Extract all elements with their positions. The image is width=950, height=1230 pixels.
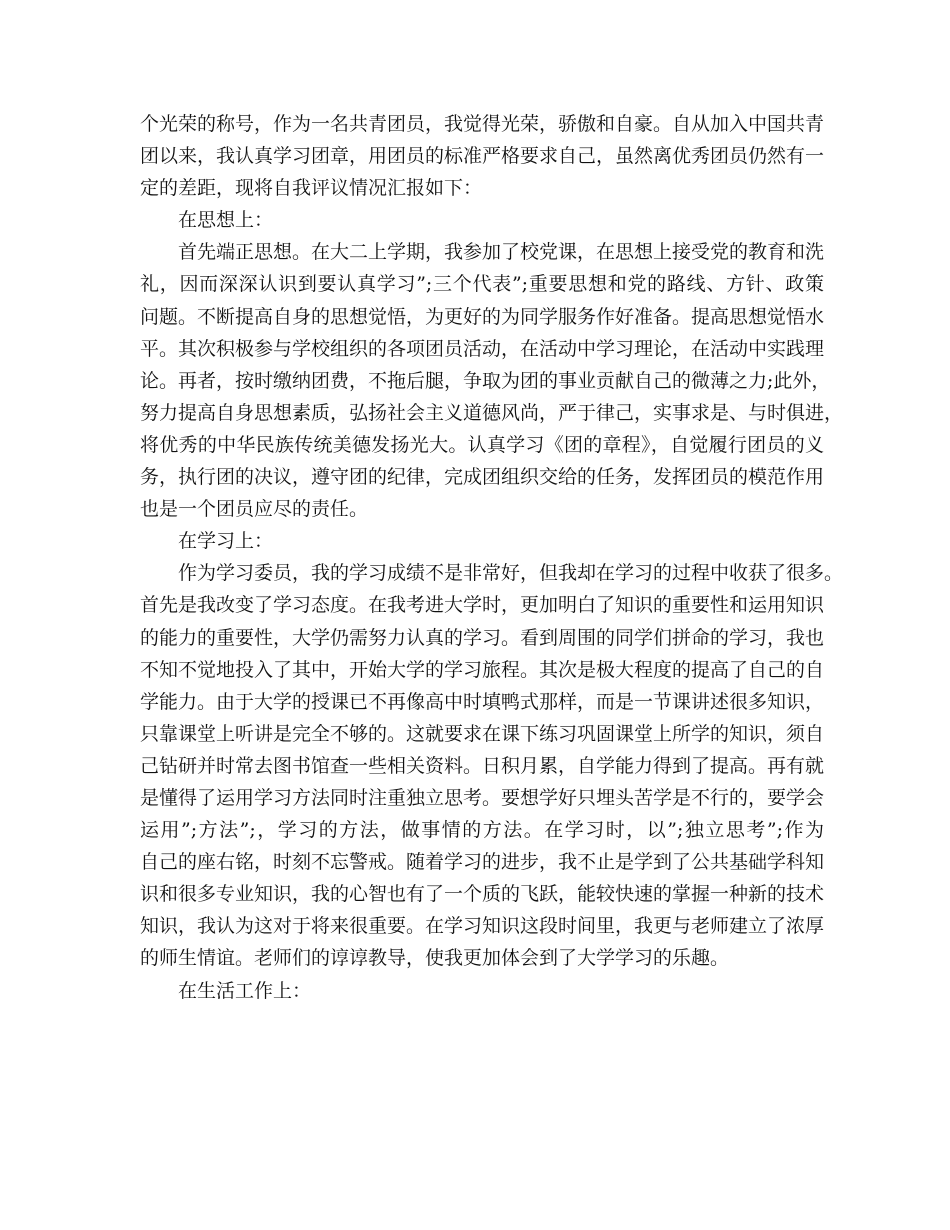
- paragraph-line: 问题。不断提高自身的思想觉悟，为更好的为同学服务作好准备。提高思想觉悟水: [140, 305, 825, 328]
- section-heading: [140, 525, 824, 557]
- paragraph-line: 团以来，我认真学习团章，用团员的标准严格要求自己，虽然离优秀团员仍然有一: [140, 145, 825, 168]
- body-paragraph: [140, 557, 844, 974]
- paragraph-line: 知识，我认为这对于将来很重要。在学习知识这段时间里，我更与老师建立了浓厚: [140, 915, 825, 938]
- paragraph-line: 首先端正思想。在大二上学期，我参加了校党课，在思想上接受党的教育和洗: [178, 241, 825, 264]
- paragraph-line: 努力提高自身思想素质，弘扬社会主义道德风尚，严于律己，实事求是、与时俱进，: [140, 401, 844, 424]
- paragraph-line: 学能力。由于大学的授课已不再像高中时填鸭式那样，而是一节课讲述很多知识，: [140, 690, 825, 713]
- paragraph-line: 只靠课堂上听讲是完全不够的。这就要求在课下练习巩固课堂上所学的知识，须自: [140, 722, 825, 745]
- heading-text: 在生活工作上：: [178, 979, 312, 1002]
- paragraph-line: 作为学习委员，我的学习成绩不是非常好，但我却在学习的过程中收获了很多。: [178, 562, 844, 585]
- paragraph-line: 己钻研并时常去图书馆查一些相关资料。日积月累，自学能力得到了提高。再有就: [140, 754, 825, 777]
- paragraph-line: 个光荣的称号，作为一名共青团员，我觉得光荣，骄傲和自豪。自从加入中国共青: [140, 113, 825, 135]
- paragraph-line: 平。其次积极参与学校组织的各项团员活动，在活动中学习理论，在活动中实践理: [140, 337, 825, 360]
- paragraph-line: 识和很多专业知识，我的心智也有了一个质的飞跃，能较快速的掌握一种新的技术: [140, 883, 825, 906]
- heading-text: 在思想上：: [178, 209, 274, 232]
- body-paragraph: [140, 108, 824, 204]
- section-heading: [140, 204, 824, 236]
- body-paragraph: [140, 236, 844, 525]
- paragraph-line: 定的差距，现将自我评议情况汇报如下：: [140, 177, 483, 200]
- paragraph-line: 运用”;方法”;，学习的方法，做事情的方法。在学习时，以”;独立思考”;作为: [140, 819, 824, 842]
- paragraph-line: 不知不觉地投入了其中，开始大学的学习旅程。其次是极大程度的提高了自己的自: [140, 658, 825, 681]
- paragraph-line: 自己的座右铭，时刻不忘警戒。随着学习的进步，我不止是学到了公共基础学科知: [140, 851, 825, 874]
- paragraph-line: 的师生情谊。老师们的谆谆教导，使我更加体会到了大学学习的乐趣。: [140, 947, 730, 970]
- paragraph-line: 首先是我改变了学习态度。在我考进大学时，更加明白了知识的重要性和运用知识: [140, 594, 825, 617]
- paragraph-line: 礼，因而深深认识到要认真学习”;三个代表”;重要思想和党的路线、方针、政策: [140, 273, 824, 296]
- paragraph-line: 将优秀的中华民族传统美德发扬光大。认真学习《团的章程》，自觉履行团员的义: [140, 433, 824, 456]
- document-page: [140, 108, 844, 1007]
- paragraph-line: 是懂得了运用学习方法同时注重独立思考。要想学好只埋头苦学是不行的，要学会: [140, 786, 825, 809]
- paragraph-line: 的能力的重要性，大学仍需努力认真的学习。看到周围的同学们拼命的学习，我也: [140, 626, 825, 649]
- section-heading: [140, 975, 824, 1007]
- paragraph-line: 也是一个团员应尽的责任。: [140, 498, 369, 521]
- paragraph-line: 务，执行团的决议，遵守团的纪律，完成团组织交给的任务，发挥团员的模范作用: [140, 466, 825, 489]
- paragraph-line: 论。再者，按时缴纳团费，不拖后腿，争取为团的事业贡献自己的微薄之力;此外，: [140, 369, 831, 392]
- heading-text: 在学习上：: [178, 530, 274, 553]
